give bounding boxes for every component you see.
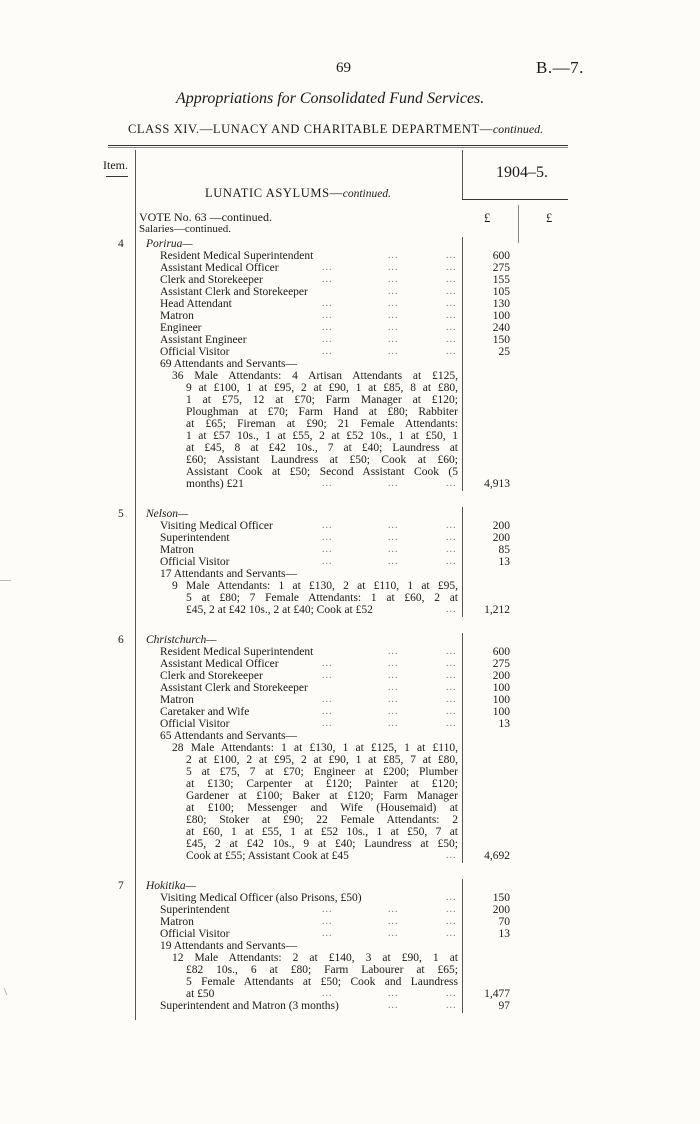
entry-line bbox=[0, 1000, 700, 1012]
entry-line bbox=[0, 286, 700, 298]
entry-line bbox=[0, 670, 700, 682]
entry-text: Matron bbox=[160, 544, 194, 556]
entry-line bbox=[0, 556, 700, 568]
entry-line bbox=[0, 532, 700, 544]
entry-line bbox=[0, 754, 700, 766]
amount-value: 13 bbox=[498, 928, 510, 940]
leader-dots: ... bbox=[388, 286, 399, 297]
leader-dots: ... bbox=[446, 250, 457, 261]
leader-dots: ... bbox=[322, 274, 333, 285]
section-heading-continued: continued. bbox=[342, 188, 391, 200]
leader-dots: ... bbox=[446, 520, 457, 531]
leader-dots: ... bbox=[322, 262, 333, 273]
entry-line bbox=[0, 334, 700, 346]
entry-text: at £60, 1 at £55, 1 at £52 10s., 1 at £50, 7 at bbox=[186, 826, 458, 838]
entry-line bbox=[0, 466, 700, 478]
leader-dots: ... bbox=[322, 658, 333, 669]
amount-value: 13 bbox=[498, 556, 510, 568]
entry-text: months) £21 bbox=[186, 478, 244, 490]
entry-line bbox=[0, 298, 700, 310]
item-header-underline bbox=[106, 176, 128, 177]
amount-value: 200 bbox=[492, 670, 510, 682]
entry-line bbox=[0, 634, 700, 646]
institution-name: Nelson— bbox=[146, 508, 189, 520]
leader-dots: ... bbox=[446, 1000, 457, 1011]
entry-text: Assistant Cook at £50; Second Assistant Cook (5 bbox=[186, 466, 458, 478]
leader-dots: ... bbox=[446, 298, 457, 309]
entry-text: 65 Attendants and Servants— bbox=[160, 730, 298, 742]
entry-text: Resident Medical Superintendent bbox=[160, 646, 314, 658]
leader-dots: ... bbox=[322, 544, 333, 555]
amount-value: 85 bbox=[498, 544, 510, 556]
leader-dots: ... bbox=[322, 718, 333, 729]
leader-dots: ... bbox=[446, 682, 457, 693]
entry-line bbox=[0, 370, 700, 382]
entry-text: Visiting Medical Officer (also Prisons, £50) bbox=[160, 892, 362, 904]
leader-dots: ... bbox=[388, 646, 399, 657]
currency-symbol-totals: £ bbox=[546, 211, 553, 225]
leader-dots: ... bbox=[446, 892, 457, 903]
entry-line bbox=[0, 742, 700, 754]
amount-value: 4,913 bbox=[484, 478, 510, 490]
entry-line bbox=[0, 718, 700, 730]
entry-text: at £65; Fireman at £90; 21 Female Attendants: bbox=[186, 418, 458, 430]
leader-dots: ... bbox=[388, 274, 399, 285]
leader-dots: ... bbox=[446, 928, 457, 939]
margin-dash-mark: — bbox=[0, 574, 11, 586]
leader-dots: ... bbox=[388, 916, 399, 927]
entry-line bbox=[0, 406, 700, 418]
entry-text: £45, 2 at £42 10s., 9 at £40; Laundress at £50; bbox=[186, 838, 458, 850]
entry-text: Assistant Medical Officer bbox=[160, 262, 279, 274]
leader-dots: ... bbox=[388, 298, 399, 309]
leader-dots: ... bbox=[388, 250, 399, 261]
amount-value: 4,692 bbox=[484, 850, 510, 862]
entry-line bbox=[0, 838, 700, 850]
leader-dots: ... bbox=[322, 346, 333, 357]
year-header: 1904–5. bbox=[496, 164, 548, 181]
entry-line bbox=[0, 964, 700, 976]
leader-dots: ... bbox=[322, 904, 333, 915]
leader-dots: ... bbox=[446, 706, 457, 717]
entry-text: at £45, 8 at £42 10s., 7 at £40; Laundress at bbox=[186, 442, 458, 454]
section-heading-main: LUNATIC ASYLUMS— bbox=[205, 186, 343, 200]
leader-dots: ... bbox=[388, 1000, 399, 1011]
amount-value: 200 bbox=[492, 532, 510, 544]
entry-text: 19 Attendants and Servants— bbox=[160, 940, 298, 952]
entry-line bbox=[0, 310, 700, 322]
entry-text: Matron bbox=[160, 694, 194, 706]
column-rule-segment bbox=[462, 849, 463, 863]
entry-line bbox=[0, 382, 700, 394]
entry-line bbox=[0, 892, 700, 904]
leader-dots: ... bbox=[446, 718, 457, 729]
entry-text: Assistant Clerk and Storekeeper bbox=[160, 682, 308, 694]
amount-value: 240 bbox=[492, 322, 510, 334]
leader-dots: ... bbox=[446, 262, 457, 273]
entry-text: Superintendent and Matron (3 months) bbox=[160, 1000, 339, 1012]
entry-line bbox=[0, 358, 700, 370]
leader-dots: ... bbox=[322, 532, 333, 543]
entry-text: 1 at £75, 12 at £70; Farm Manager at £120; bbox=[186, 394, 458, 406]
leader-dots: ... bbox=[446, 322, 457, 333]
vote-line: VOTE No. 63 —continued. bbox=[139, 210, 272, 224]
leader-dots: ... bbox=[322, 670, 333, 681]
salaries-line: Salaries—continued. bbox=[139, 223, 231, 235]
leader-dots: ... bbox=[388, 904, 399, 915]
entry-text: Engineer bbox=[160, 322, 202, 334]
leader-dots: ... bbox=[388, 670, 399, 681]
class-heading bbox=[128, 122, 543, 137]
rule-header bbox=[108, 147, 568, 148]
entry-line bbox=[0, 778, 700, 790]
entry-text: 2 at £100, 2 at £95, 2 at £90, 1 at £85, 7 at £80, bbox=[186, 754, 458, 766]
entry-text: Resident Medical Superintendent bbox=[160, 250, 314, 262]
paper-reference: B.—7. bbox=[536, 58, 584, 77]
entry-line bbox=[0, 262, 700, 274]
amount-value: 150 bbox=[492, 334, 510, 346]
leader-dots: ... bbox=[446, 604, 457, 615]
entry-text: Superintendent bbox=[160, 532, 230, 544]
amount-value: 275 bbox=[492, 262, 510, 274]
item-number: 7 bbox=[118, 880, 124, 892]
entry-line bbox=[0, 940, 700, 952]
entry-text: 1 at £57 10s., 1 at £55, 2 at £52 10s., 1 at £50, 1 bbox=[186, 430, 458, 442]
leader-dots: ... bbox=[388, 532, 399, 543]
column-rule-segment bbox=[462, 603, 463, 617]
amount-value: 13 bbox=[498, 718, 510, 730]
leader-dots: ... bbox=[322, 478, 333, 489]
leader-dots: ... bbox=[446, 988, 457, 999]
leader-dots: ... bbox=[322, 298, 333, 309]
leader-dots: ... bbox=[322, 988, 333, 999]
column-rule-segment bbox=[462, 477, 463, 491]
leader-dots: ... bbox=[388, 706, 399, 717]
entry-text: at £130; Carpenter at £120; Painter at £120; bbox=[186, 778, 458, 790]
entry-line bbox=[0, 604, 700, 616]
amount-value: 100 bbox=[492, 694, 510, 706]
entry-line bbox=[0, 442, 700, 454]
entry-text: Official Visitor bbox=[160, 928, 230, 940]
leader-dots: ... bbox=[388, 928, 399, 939]
leader-dots: ... bbox=[446, 310, 457, 321]
entry-line bbox=[0, 646, 700, 658]
year-underline bbox=[462, 199, 568, 200]
leader-dots: ... bbox=[388, 544, 399, 555]
entry-text: Gardener at £100; Baker at £120; Farm Manager bbox=[186, 790, 458, 802]
entry-text: Assistant Medical Officer bbox=[160, 658, 279, 670]
entry-text: £82 10s., 6 at £80; Farm Labourer at £65; bbox=[186, 964, 458, 976]
amount-value: 97 bbox=[498, 1000, 510, 1012]
section-heading bbox=[205, 186, 391, 201]
leader-dots: ... bbox=[446, 274, 457, 285]
entry-line bbox=[0, 238, 700, 250]
entry-text: Visiting Medical Officer bbox=[160, 520, 273, 532]
leader-dots: ... bbox=[446, 532, 457, 543]
entry-text: 12 Male Attendants: 2 at £140, 3 at £90, 1 at bbox=[172, 952, 458, 964]
entry-line bbox=[0, 430, 700, 442]
amount-column-rule bbox=[462, 150, 463, 200]
leader-dots: ... bbox=[446, 478, 457, 489]
leader-dots: ... bbox=[446, 916, 457, 927]
leader-dots: ... bbox=[388, 346, 399, 357]
entry-line bbox=[0, 418, 700, 430]
entry-line bbox=[0, 802, 700, 814]
leader-dots: ... bbox=[446, 286, 457, 297]
leader-dots: ... bbox=[388, 988, 399, 999]
entry-line bbox=[0, 592, 700, 604]
entry-line bbox=[0, 976, 700, 988]
entry-text: Superintendent bbox=[160, 904, 230, 916]
entry-line bbox=[0, 826, 700, 838]
leader-dots: ... bbox=[322, 706, 333, 717]
amount-value: 150 bbox=[492, 892, 510, 904]
entry-text: Cook at £55; Assistant Cook at £45 bbox=[186, 850, 349, 862]
entry-text: £45, 2 at £42 10s., 2 at £40; Cook at £52 bbox=[186, 604, 373, 616]
leader-dots: ... bbox=[322, 322, 333, 333]
entry-text: 5 at £75, 7 at £70; Engineer at £200; Plumber bbox=[186, 766, 458, 778]
entry-line bbox=[0, 928, 700, 940]
leader-dots: ... bbox=[446, 694, 457, 705]
column-rule-segment bbox=[462, 999, 463, 1013]
entry-text: 28 Male Attendants: 1 at £130, 1 at £125, 1 at £110, bbox=[172, 742, 458, 754]
entry-line bbox=[0, 694, 700, 706]
amount-value: 155 bbox=[492, 274, 510, 286]
page-number: 69 bbox=[336, 60, 351, 76]
leader-dots: ... bbox=[446, 904, 457, 915]
amount-value: 200 bbox=[492, 904, 510, 916]
leader-dots: ... bbox=[322, 334, 333, 345]
entry-line bbox=[0, 508, 700, 520]
amount-value: 1,212 bbox=[484, 604, 510, 616]
leader-dots: ... bbox=[388, 262, 399, 273]
amount-value: 100 bbox=[492, 310, 510, 322]
amount-value: 100 bbox=[492, 706, 510, 718]
leader-dots: ... bbox=[446, 544, 457, 555]
leader-dots: ... bbox=[388, 556, 399, 567]
entry-text: 5 at £80; 7 Female Attendants: 1 at £60, 2 at bbox=[186, 592, 458, 604]
amount-value: 105 bbox=[492, 286, 510, 298]
leader-dots: ... bbox=[322, 556, 333, 567]
entry-text: Official Visitor bbox=[160, 556, 230, 568]
leader-dots: ... bbox=[446, 346, 457, 357]
entry-line bbox=[0, 952, 700, 964]
entry-text: Head Attendant bbox=[160, 298, 232, 310]
entry-text: Official Visitor bbox=[160, 718, 230, 730]
entry-line bbox=[0, 916, 700, 928]
leader-dots: ... bbox=[388, 334, 399, 345]
item-number: 4 bbox=[118, 238, 124, 250]
entry-text: Caretaker and Wife bbox=[160, 706, 250, 718]
entry-line bbox=[0, 580, 700, 592]
entry-text: at £50 bbox=[186, 988, 215, 1000]
entry-text: at £100; Messenger and Wife (Housemaid) at bbox=[186, 802, 458, 814]
amount-value: 100 bbox=[492, 682, 510, 694]
entry-line bbox=[0, 250, 700, 262]
leader-dots: ... bbox=[388, 310, 399, 321]
entry-text: 17 Attendants and Servants— bbox=[160, 568, 298, 580]
entry-line bbox=[0, 682, 700, 694]
leader-dots: ... bbox=[322, 916, 333, 927]
entry-text: Matron bbox=[160, 310, 194, 322]
entry-text: Official Visitor bbox=[160, 346, 230, 358]
entry-line bbox=[0, 274, 700, 286]
leader-dots: ... bbox=[446, 850, 457, 861]
entry-line bbox=[0, 544, 700, 556]
entry-text: 36 Male Attendants: 4 Artisan Attendants at £125, bbox=[172, 370, 458, 382]
entry-line bbox=[0, 346, 700, 358]
entry-line bbox=[0, 850, 700, 862]
leader-dots: ... bbox=[388, 694, 399, 705]
amount-value: 1,477 bbox=[484, 988, 510, 1000]
amount-value: 600 bbox=[492, 250, 510, 262]
entry-line bbox=[0, 904, 700, 916]
entry-line bbox=[0, 880, 700, 892]
entry-text: Clerk and Storekeeper bbox=[160, 670, 263, 682]
leader-dots: ... bbox=[388, 322, 399, 333]
entry-line bbox=[0, 814, 700, 826]
item-number: 6 bbox=[118, 634, 124, 646]
leader-dots: ... bbox=[388, 478, 399, 489]
entry-line bbox=[0, 730, 700, 742]
leader-dots: ... bbox=[446, 334, 457, 345]
entry-line bbox=[0, 394, 700, 406]
entry-text: 5 Female Attendants at £50; Cook and Laundress bbox=[186, 976, 458, 988]
leader-dots: ... bbox=[388, 520, 399, 531]
leader-dots: ... bbox=[388, 682, 399, 693]
entry-line bbox=[0, 322, 700, 334]
amount-value: 130 bbox=[492, 298, 510, 310]
entry-text: 69 Attendants and Servants— bbox=[160, 358, 298, 370]
leader-dots: ... bbox=[322, 520, 333, 531]
entry-text: Assistant Clerk and Storekeeper bbox=[160, 286, 308, 298]
leader-dots: ... bbox=[446, 658, 457, 669]
entry-line bbox=[0, 658, 700, 670]
entry-text: £80; Stoker at £90; 22 Female Attendants: 2 bbox=[186, 814, 458, 826]
entry-text: £60; Assistant Laundress at £50; Cook at £60; bbox=[186, 454, 458, 466]
amount-value: 70 bbox=[498, 916, 510, 928]
item-number: 5 bbox=[118, 508, 124, 520]
amount-value: 275 bbox=[492, 658, 510, 670]
leader-dots: ... bbox=[388, 718, 399, 729]
entry-line bbox=[0, 766, 700, 778]
entry-line bbox=[0, 520, 700, 532]
entry-line bbox=[0, 568, 700, 580]
entry-line bbox=[0, 790, 700, 802]
amount-value: 200 bbox=[492, 520, 510, 532]
entry-text: Matron bbox=[160, 916, 194, 928]
rule-top bbox=[108, 145, 568, 146]
leader-dots: ... bbox=[446, 556, 457, 567]
page-title: Appropriations for Consolidated Fund Services. bbox=[176, 90, 485, 107]
entry-text: 9 Male Attendants: 1 at £130, 2 at £110, 1 at £95, bbox=[172, 580, 458, 592]
entry-line bbox=[0, 706, 700, 718]
margin-tick-mark: \ bbox=[4, 986, 8, 998]
leader-dots: ... bbox=[446, 646, 457, 657]
leader-dots: ... bbox=[388, 658, 399, 669]
amount-value: 25 bbox=[498, 346, 510, 358]
institution-name: Porirua— bbox=[146, 238, 193, 250]
entry-line bbox=[0, 454, 700, 466]
entry-text: Assistant Engineer bbox=[160, 334, 247, 346]
entry-line bbox=[0, 478, 700, 490]
entry-text: Clerk and Storekeeper bbox=[160, 274, 263, 286]
leader-dots: ... bbox=[322, 310, 333, 321]
class-heading-main: CLASS XIV.—LUNACY AND CHARITABLE DEPARTMENT— bbox=[128, 122, 493, 136]
institution-name: Christchurch— bbox=[146, 634, 217, 646]
institution-name: Hokitika— bbox=[146, 880, 196, 892]
leader-dots: ... bbox=[322, 928, 333, 939]
currency-symbol-details: £ bbox=[484, 211, 491, 225]
leader-dots: ... bbox=[322, 694, 333, 705]
entry-text: Ploughman at £70; Farm Hand at £80; Rabbiter bbox=[186, 406, 458, 418]
entry-text: 9 at £100, 1 at £95, 2 at £90, 1 at £85, 8 at £80, bbox=[186, 382, 458, 394]
leader-dots: ... bbox=[446, 670, 457, 681]
item-column-header: Item. bbox=[103, 158, 128, 172]
amount-value: 600 bbox=[492, 646, 510, 658]
class-heading-continued: continued. bbox=[492, 122, 544, 136]
entry-line bbox=[0, 988, 700, 1000]
